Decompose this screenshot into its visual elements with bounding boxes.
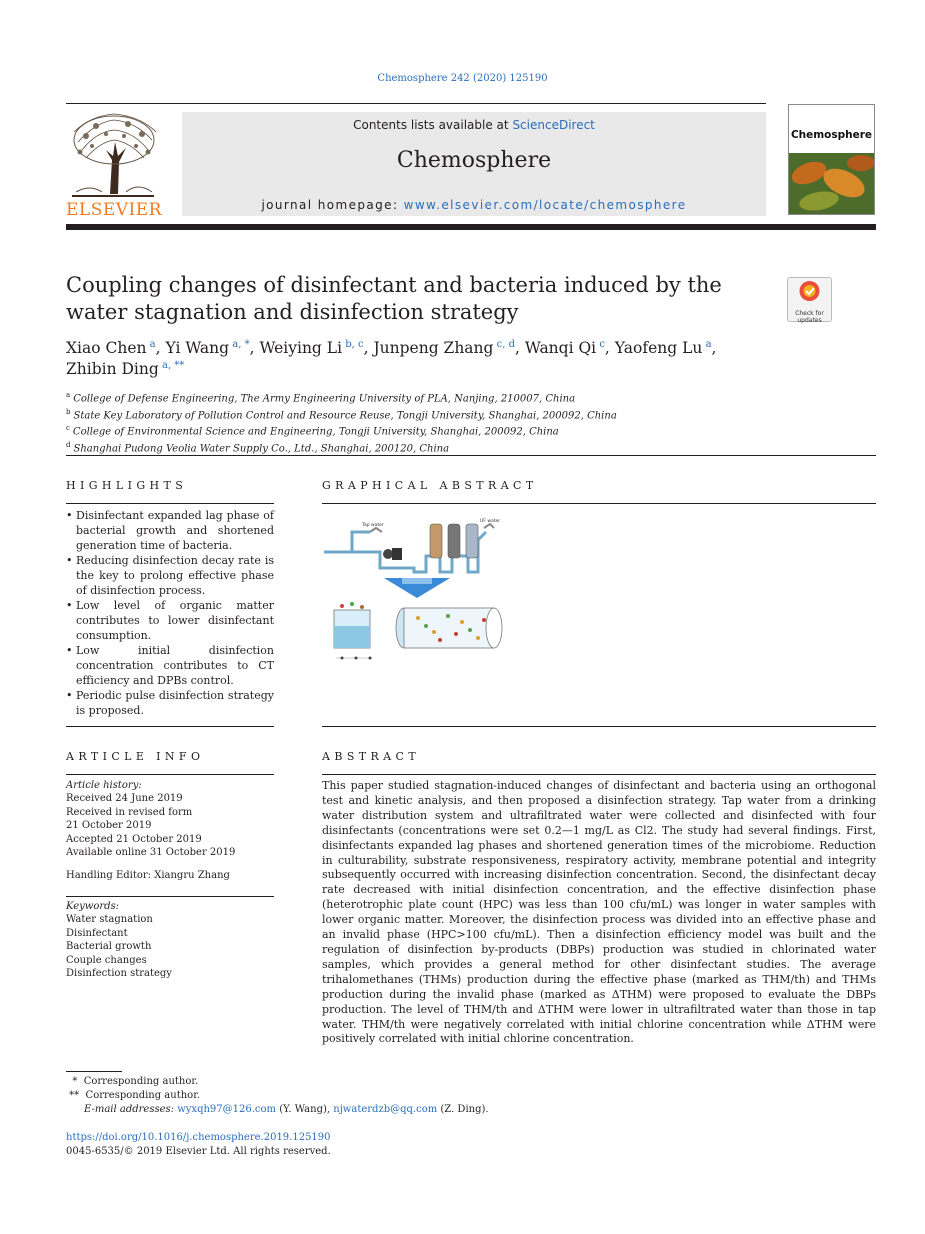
author-affiliation-mark[interactable]: a, * <box>229 338 250 350</box>
highlight-item: • Low level of organic matter contributes to lower disinfectant consumption. <box>66 598 274 643</box>
highlight-item: • Reducing disinfection decay rate is the key to prolong effective phase of disinfection process. <box>66 553 274 598</box>
affiliation <box>66 422 826 439</box>
journal-citation[interactable] <box>0 73 925 84</box>
author-name: Junpeng Zhang <box>373 339 494 357</box>
article-info-heading: ARTICLE INFO <box>66 750 205 763</box>
cover-leaves-image <box>789 153 875 215</box>
keyword-lines <box>66 913 274 980</box>
keyword: Couple changes <box>66 954 147 966</box>
doi-link[interactable]: https://doi.org/10.1016/j.chemosphere.2019.125190 <box>66 1132 331 1143</box>
article-history <box>66 779 274 883</box>
email1-owner: (Y. Wang), <box>279 1104 331 1115</box>
check-updates-label: Check for updates <box>795 310 824 324</box>
history-lines <box>66 792 274 859</box>
affiliation <box>66 406 826 423</box>
author <box>615 339 712 357</box>
journal-name: Chemosphere <box>396 148 552 173</box>
affiliation-mark: a <box>66 391 71 399</box>
author <box>525 339 605 357</box>
email2-owner: (Z. Ding). <box>440 1104 489 1115</box>
history-line: 21 October 2019 <box>66 820 152 832</box>
abstract-body: This paper studied stagnation-induced changes of disinfectant and bacteria using an orthogonal test and kinetic analysis, and then proposed a disinfection strategy. Tap water from a drinking water distribution system and ultrafiltrated water were collected and disinfected with four disinfectants (concentrations were set 0.2—1 mg/L as Cl2. The study had several findings. First, disinfectants expanded lag phases and shortened generation times of the microbiome. Reduction in culturability, substrate responsiveness, respiratory activity, membrane potential and integrity subsequently occurred with increasing disinfection concentration. Second, the disinfectant decay rate decreased with initial disinfection concentration, and the effective disinfection phase (heterotrophic plate count (HPC) was less than 100 cfu/mL) was longer in water samples with lower organic matter. Moreover, the disinfection process was divided into an effective phase and an invalid phase (HPC>100 cfu/mL). Then a disinfection efficiency model was built and the regulation of disinfection by-products (DBPs) production was studied in chlorinated water samples, which provides a general method for other disinfectant studies. The average trihalomethanes (THMs) production during the effective phase (marked as THM/th) and THMs production during the invalid phase (marked as ΔTHM) were proposed to evaluate the DBPs production. The level of THM/th and ΔTHM were lower in ultrafiltrated water than those in tap water. THM/th were negatively correlated with initial chlorine concentration while ΔTHM were positively correlated with initial chlorine concentration. <box>322 779 876 1046</box>
footnote-emails <box>66 1103 666 1117</box>
footnote-rule <box>66 1071 122 1072</box>
keyword: Water stagnation <box>66 914 153 926</box>
author <box>373 339 515 357</box>
affiliation-mark: d <box>66 441 71 450</box>
copyright-line: 0045-6535/© 2019 Elsevier Ltd. All rights reserved. <box>66 1146 331 1157</box>
keyword: Disinfection strategy <box>66 968 172 980</box>
article-title: Coupling changes of disinfectant and bacteria induced by the water stagnation and disinfection strategy <box>66 273 722 324</box>
elsevier-logo <box>66 112 160 218</box>
journal-homepage-link[interactable]: www.elsevier.com/locate/chemosphere <box>403 198 687 212</box>
header-thick-rule <box>66 224 876 230</box>
author-affiliation-mark[interactable]: b, c <box>342 338 364 350</box>
contents-line <box>182 118 766 132</box>
author <box>259 339 363 357</box>
highlights-list <box>66 508 274 718</box>
journal-cover[interactable] <box>788 104 875 215</box>
footnote-corresponding-2: ** Corresponding author. <box>66 1090 201 1101</box>
highlights-bottom-rule <box>66 726 274 727</box>
abstract-heading: ABSTRACT <box>322 750 421 763</box>
corr1-text: Corresponding author. <box>83 1076 199 1087</box>
author-name: Weiying Li <box>259 339 343 357</box>
affiliation-mark: b <box>66 407 71 416</box>
highlight-item: • Low initial disinfection concentration contributes to CT efficiency and DPBs control. <box>66 643 274 688</box>
footnotes <box>66 1075 666 1117</box>
affiliation-text: College of Environmental Science and Engineering, Tongji University, Shanghai, 200092, China <box>72 426 559 438</box>
graphical-abstract-top-rule <box>322 503 876 504</box>
check-for-updates-button[interactable] <box>787 277 832 322</box>
graphical-abstract-bottom-rule <box>322 726 876 727</box>
header-divider <box>66 103 766 104</box>
journal-banner <box>182 112 766 216</box>
history-label: Article history: <box>66 780 142 791</box>
author-name: Zhibin Ding <box>66 360 159 378</box>
graphical-abstract-heading: GRAPHICAL ABSTRACT <box>322 479 538 492</box>
highlights-top-rule <box>66 503 274 504</box>
graphical-abstract-figure[interactable] <box>322 510 512 674</box>
history-line: Accepted 21 October 2019 <box>66 833 202 845</box>
footnote-corresponding-1: * Corresponding author. <box>66 1076 199 1087</box>
author-affiliation-mark[interactable]: c <box>596 338 605 350</box>
affiliation-list <box>66 389 826 456</box>
author-name: Yaofeng Lu <box>614 339 703 357</box>
history-line: Received in revised form <box>66 806 193 818</box>
graphical-abstract-image <box>322 510 512 670</box>
homepage-prefix: journal homepage: <box>261 198 404 212</box>
keyword: Bacterial growth <box>66 941 152 953</box>
author-affiliation-mark[interactable]: a <box>146 338 156 350</box>
author <box>166 339 250 357</box>
author-list: Xiao Chen $^a$, Yi Wang $^{a, *}$, Weiying Li $^{b, c}$, Junpeng Zhang $^{c, d}$, Wanqi Qi $^c$, Yaofeng Lu $^a$, Zhibin Ding $^{a, **}$ <box>66 338 717 378</box>
author-name: Wanqi Qi <box>524 339 597 357</box>
author <box>66 360 184 378</box>
author-name: Yi Wang <box>165 339 230 357</box>
check-updates-icon <box>788 278 831 306</box>
affiliation-text: College of Defense Engineering, The Army Engineering University of PLA, Nanjing, 210007, China <box>73 393 576 405</box>
tap-water-label: Tap water <box>362 523 384 528</box>
affiliation <box>66 389 826 406</box>
sciencedirect-link[interactable]: ScienceDirect <box>512 118 595 132</box>
author-affiliation-mark[interactable]: a, ** <box>158 359 185 371</box>
highlight-item: • Disinfectant expanded lag phase of bacterial growth and shortened generation time of bacteria. <box>66 508 274 553</box>
contents-prefix: Contents lists available at <box>353 118 513 132</box>
keywords-block <box>66 900 274 980</box>
affiliation-divider <box>66 455 876 456</box>
history-line: Available online 31 October 2019 <box>66 847 236 859</box>
highlights-heading: HIGHLIGHTS <box>66 479 188 492</box>
homepage-line <box>182 198 766 212</box>
affiliation <box>66 439 826 456</box>
uf-water-label: UF water <box>480 519 501 524</box>
corr2-text: Corresponding author. <box>85 1090 201 1101</box>
keywords-label: Keywords: <box>66 901 120 912</box>
email-link-ding[interactable]: njwaterdzb@qq.com <box>333 1104 438 1115</box>
affiliation-text: Shanghai Pudong Veolia Water Supply Co., Ltd., Shanghai, 200120, China <box>73 443 450 455</box>
author-name: Xiao Chen <box>66 339 147 357</box>
author-affiliation-mark[interactable]: c, d <box>493 338 515 350</box>
history-line: Received 24 June 2019 <box>66 793 183 805</box>
handling-editor: Handling Editor: Xiangru Zhang <box>66 870 230 882</box>
affiliation-text: State Key Laboratory of Pollution Control and Resource Reuse, Tongji University, Shanghai, 200092, China <box>73 410 617 422</box>
citation-link[interactable]: Chemosphere 242 (2020) 125190 <box>377 73 548 84</box>
abstract-top-rule <box>322 774 876 775</box>
keyword: Disinfectant <box>66 927 128 939</box>
affiliation-mark: c <box>66 424 70 433</box>
article-info-top-rule <box>66 774 274 775</box>
highlight-item: • Periodic pulse disinfection strategy is proposed. <box>66 688 274 718</box>
author <box>66 339 156 357</box>
elsevier-wordmark: ELSEVIER <box>66 200 162 220</box>
keywords-rule <box>66 896 274 897</box>
cover-title: Chemosphere <box>790 129 873 141</box>
email-link-wang[interactable]: wyxqh97@126.com <box>177 1104 277 1115</box>
doi-block <box>66 1131 666 1159</box>
author-affiliation-mark[interactable]: a <box>702 338 712 350</box>
email-label: E-mail addresses: <box>84 1104 175 1115</box>
